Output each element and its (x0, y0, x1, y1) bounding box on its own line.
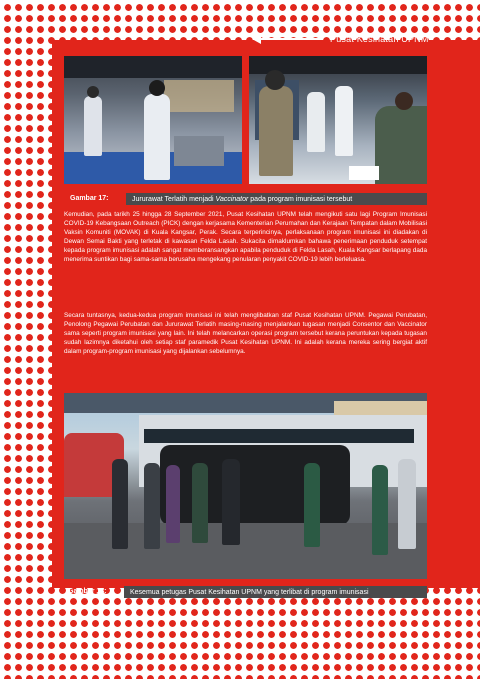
arrow-left-icon (252, 36, 322, 42)
caption-text-post: pada program imunisasi tersebut (248, 195, 353, 203)
figure-17-label: Gambar 17: (70, 195, 109, 202)
caption-18-text: Kesemua petugas Pusat Kesihatan UPNM yang terlibat di program imunisasi (130, 588, 369, 596)
photo-group-staff (64, 393, 427, 579)
header-title: Pusat Kesihatan UPNM (330, 34, 429, 44)
paragraph-1: Kemudian, pada tarikh 25 hingga 28 September 2021, Pusat Kesihatan UPNM telah mengikuti satu lagi Program Imunisasi COVID-19 Kebangsaan Outreach (PICK) dengan kerjasama Kementerian Perumahan dan Kerajaan Tempatan dalam Mobilisasi Vaksin Komuniti (MOVAK) di Kuala Kangsar, Perak. Secara terperincinya, perlaksanaan program imunisasi ini diadakan di Dewan Semai Bakti yang terletak di kawasan Felda Lasah. Sukacita dimaklumkan bahawa penerimaan penduduk setempat kepada program imunisasi adalah sangat memberansangkan apabila penduduk di Felda Lasah, Kuala Kangsar berlapang dada menerima suntikan bagi sama-sama berusaha mengekang penularan penyakit COVID-19 lebih berleluasa. (64, 211, 427, 263)
figure-18-label: Gambar 18: (68, 588, 107, 595)
figure-17-caption (126, 193, 427, 205)
page-header (252, 29, 480, 49)
caption-text-emphasis: Vaccinator (215, 195, 249, 203)
photo-nurse-vaccinator-2 (249, 56, 427, 184)
figure-18-caption (124, 586, 427, 598)
photo-nurse-vaccinator-1 (64, 56, 242, 184)
paragraph-2: Secara tuntasnya, kedua-kedua program imunisasi ini telah menglibatkan staf Pusat Kesihatan UPNM. Pegawai Perubatan, Penolong Pegawai Perubatan dan Jururawat Terlatih masing-masing menjalankan tugasan menjadi Consentor dan Vaccinator sama seperti program imunisasi yang lain. Ini telah melancarkan operasi program tersebut kerana peruntukan kepada tugasan sudah lazimnya diketahui oleh setiap staf paramedik Pusat Kesihatan UPNM. Ini adalah kerana mereka sering bergiat aktif dalam program-program imunisasi yang dijalankan sebelumnya. (64, 312, 427, 355)
caption-text-pre: Jururawat Terlatih menjadi (132, 195, 216, 203)
